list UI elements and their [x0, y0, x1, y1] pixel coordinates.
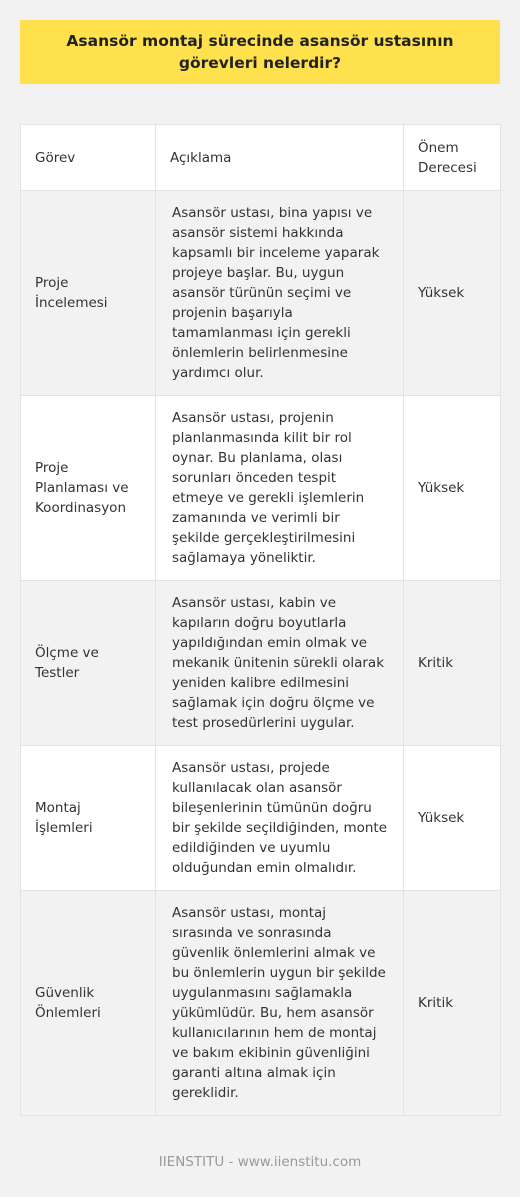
- table-row: [21, 396, 501, 581]
- importance-cell: Yüksek: [404, 746, 501, 891]
- page-title: Asansör montaj sürecinde asansör ustasının görevleri nelerdir?: [66, 32, 454, 72]
- task-cell: Montaj İşlemleri: [21, 746, 156, 891]
- task-cell: Ölçme ve Testler: [21, 581, 156, 746]
- title-banner: [20, 20, 500, 84]
- table-header-row: [21, 125, 501, 191]
- task-cell: Proje Planlaması ve Koordinasyon: [21, 396, 156, 581]
- table-row: [21, 746, 501, 891]
- table-row: [21, 191, 501, 396]
- header-task: Görev: [21, 125, 156, 191]
- duties-table: [20, 124, 501, 1116]
- table-row: [21, 891, 501, 1116]
- header-importance: Önem Derecesi: [404, 125, 501, 191]
- description-cell: Asansör ustası, projenin planlanmasında kilit bir rol oynar. Bu planlama, olası sorunları önceden tespit etmeye ve gerekli işlemlerin zamanında ve verimli bir şekilde gerçekleştirilmesini sağlamaya yöneliktir.: [156, 396, 404, 581]
- description-cell: Asansör ustası, bina yapısı ve asansör sistemi hakkında kapsamlı bir inceleme yaparak projeye başlar. Bu, uygun asansör türünün seçimi ve projenin başarıyla tamamlanması için gerekli önlemlerin belirlenmesine yardımcı olur.: [156, 191, 404, 396]
- table-row: [21, 581, 501, 746]
- task-cell: Güvenlik Önlemleri: [21, 891, 156, 1116]
- description-cell: Asansör ustası, montaj sırasında ve sonrasında güvenlik önlemlerini almak ve bu önlemlerin uygun bir şekilde uygulanmasını sağlamakla yükümlüdür. Bu, hem asansör kullanıcılarının hem de montaj ve bakım ekibinin güvenliğini garanti altına almak için gereklidir.: [156, 891, 404, 1116]
- description-cell: Asansör ustası, projede kullanılacak olan asansör bileşenlerinin tümünün doğru bir şekilde seçildiğinden, monte edildiğinden ve uyumlu olduğundan emin olmalıdır.: [156, 746, 404, 891]
- importance-cell: Yüksek: [404, 191, 501, 396]
- importance-cell: Kritik: [404, 581, 501, 746]
- importance-cell: Kritik: [404, 891, 501, 1116]
- description-cell: Asansör ustası, kabin ve kapıların doğru boyutlarla yapıldığından emin olmak ve mekanik ünitenin sürekli olarak yeniden kalibre edilmesini sağlamak için doğru ölçme ve test prosedürlerini uygular.: [156, 581, 404, 746]
- header-description: Açıklama: [156, 125, 404, 191]
- task-cell: Proje İncelemesi: [21, 191, 156, 396]
- footer-text: IIENSTITU - www.iienstitu.com: [158, 1154, 362, 1170]
- importance-cell: Yüksek: [404, 396, 501, 581]
